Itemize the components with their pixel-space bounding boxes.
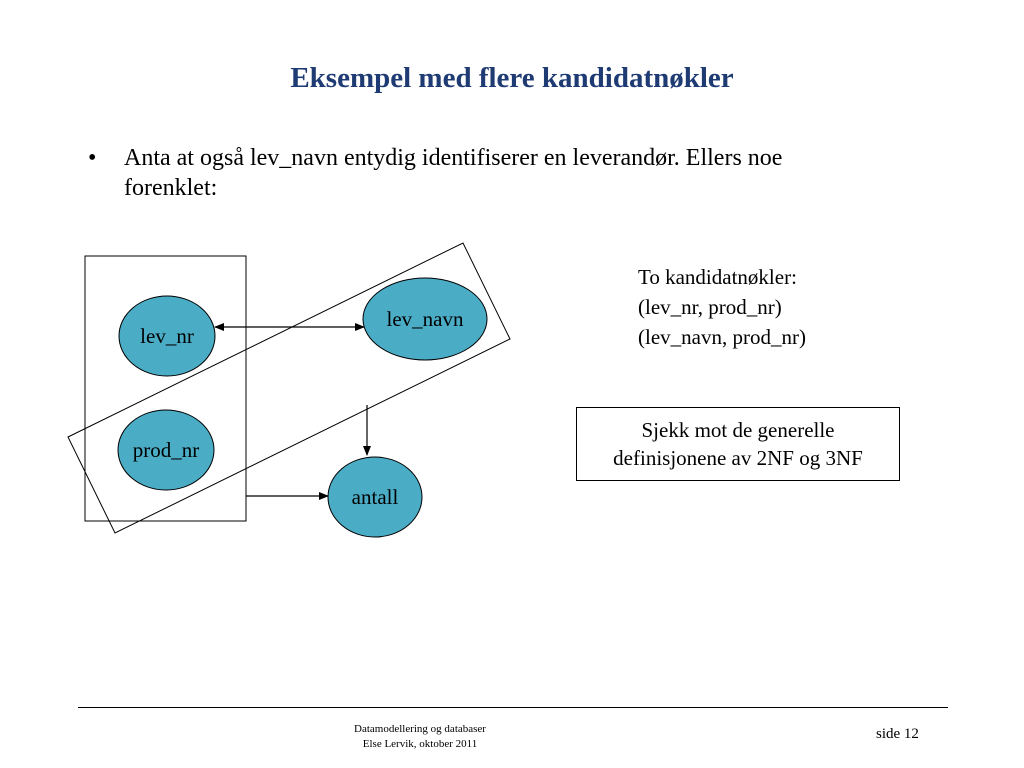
node-antall [328, 457, 422, 537]
note-line2: definisjonene av 2NF og 3NF [613, 446, 863, 470]
footer-info [300, 722, 540, 752]
keys-heading: To kandidatnøkler: [638, 265, 797, 289]
key-1: (lev_nr, prod_nr) [638, 295, 782, 319]
bullet-text-line1: Anta at også lev_navn entydig identifiserer en leverandør. Ellers noe [124, 145, 783, 171]
footer-divider [78, 707, 948, 708]
note-line1: Sjekk mot de generelle [641, 418, 835, 442]
node-prod-nr [118, 410, 214, 490]
node-lev-navn-label: lev_navn [386, 307, 464, 331]
node-prod-nr-label: prod_nr [132, 438, 200, 462]
bullet-text-line2: forenklet: [124, 175, 218, 201]
node-lev-nr-label: lev_nr [140, 324, 194, 348]
footer-course: Datamodellering og databaser [354, 723, 486, 735]
node-lev-nr [119, 296, 215, 376]
node-antall-label: antall [351, 485, 399, 509]
slide-title: Eksempel med flere kandidatnøkler [290, 62, 734, 94]
bullet-marker: • [88, 145, 97, 171]
page-number: side 12 [876, 726, 919, 742]
node-lev-navn [363, 278, 487, 360]
key-2: (lev_navn, prod_nr) [638, 325, 806, 349]
candidate-keys-text [638, 262, 806, 352]
footer-author-date: Else Lervik, oktober 2011 [362, 738, 478, 750]
note-box [576, 407, 900, 481]
